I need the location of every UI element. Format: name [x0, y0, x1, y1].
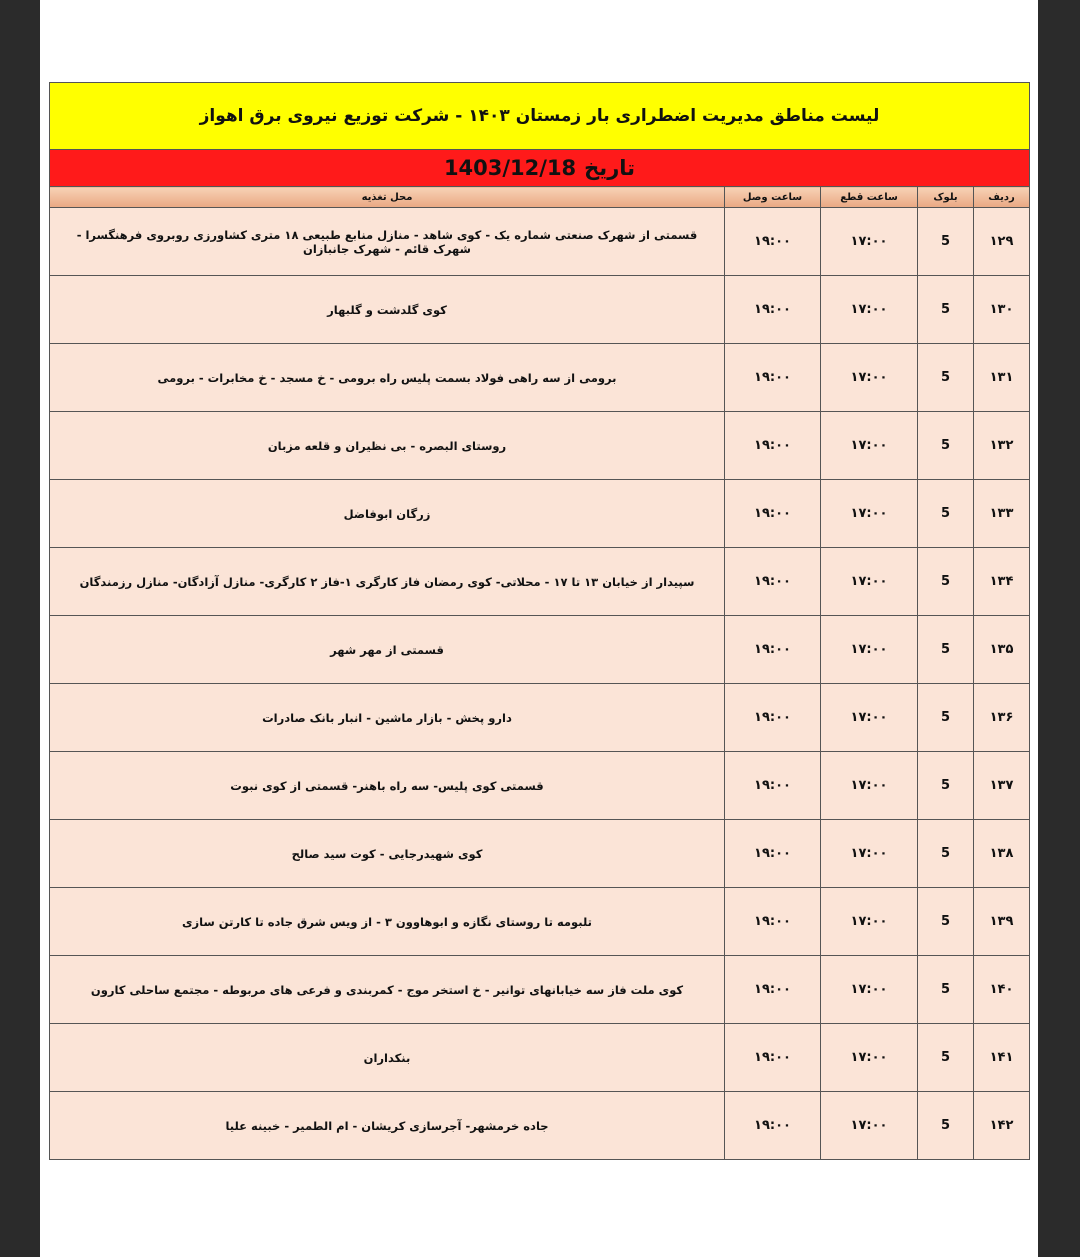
row-cut-time: ۱۷:۰۰: [821, 344, 918, 412]
row-area: برومی از سه راهی فولاد بسمت پلیس راه برومی - خ مسجد - خ مخابرات - برومی: [50, 344, 725, 412]
row-area: تلبومه تا روستای نگازه و ابوهاوون ۳ - از ویس شرق جاده تا کارتن سازی: [50, 888, 725, 956]
table-row: [50, 344, 1030, 412]
table-row: [50, 888, 1030, 956]
row-area: کوی گلدشت و گلبهار: [50, 276, 725, 344]
row-area: قسمتی از مهر شهر: [50, 616, 725, 684]
row-radif: ۱۳۴: [974, 548, 1030, 616]
row-block: 5: [918, 1024, 974, 1092]
row-block: 5: [918, 616, 974, 684]
table-row: [50, 820, 1030, 888]
header-radif: ردیف: [974, 187, 1030, 208]
row-block: 5: [918, 1092, 974, 1160]
row-radif: ۱۲۹: [974, 208, 1030, 276]
row-cut-time: ۱۷:۰۰: [821, 820, 918, 888]
row-radif: ۱۳۲: [974, 412, 1030, 480]
date-banner: [49, 149, 1030, 186]
row-area: زرگان ابوفاضل: [50, 480, 725, 548]
row-block: 5: [918, 480, 974, 548]
row-block: 5: [918, 208, 974, 276]
row-connect-time: ۱۹:۰۰: [725, 1024, 821, 1092]
table-row: [50, 208, 1030, 276]
row-cut-time: ۱۷:۰۰: [821, 412, 918, 480]
row-connect-time: ۱۹:۰۰: [725, 208, 821, 276]
row-radif: ۱۳۵: [974, 616, 1030, 684]
row-connect-time: ۱۹:۰۰: [725, 820, 821, 888]
row-cut-time: ۱۷:۰۰: [821, 548, 918, 616]
row-block: 5: [918, 684, 974, 752]
row-area: دارو پخش - بازار ماشین - انبار بانک صادرات: [50, 684, 725, 752]
row-area: قسمتی کوی پلیس- سه راه باهنر- قسمتی از کوی نبوت: [50, 752, 725, 820]
document-page: [40, 0, 1038, 1257]
row-block: 5: [918, 820, 974, 888]
table-row: [50, 548, 1030, 616]
row-area: سپیدار از خیابان ۱۳ تا ۱۷ - محلاتی- کوی رمضان فاز کارگری ۱-فاز ۲ کارگری- منازل آزادگان- منازل رزمندگان: [50, 548, 725, 616]
row-radif: ۱۳۶: [974, 684, 1030, 752]
row-connect-time: ۱۹:۰۰: [725, 616, 821, 684]
sheet-title: [49, 82, 1030, 149]
row-connect-time: ۱۹:۰۰: [725, 888, 821, 956]
row-block: 5: [918, 276, 974, 344]
row-connect-time: ۱۹:۰۰: [725, 412, 821, 480]
table-row: [50, 956, 1030, 1024]
row-area: کوی ملت فاز سه خیابانهای توانیر - خ استخر موج - کمربندی و فرعی های مربوطه - مجتمع ساحلی کارون: [50, 956, 725, 1024]
row-connect-time: ۱۹:۰۰: [725, 548, 821, 616]
header-connect-time: ساعت وصل: [725, 187, 821, 208]
row-connect-time: ۱۹:۰۰: [725, 684, 821, 752]
row-block: 5: [918, 548, 974, 616]
row-connect-time: ۱۹:۰۰: [725, 956, 821, 1024]
row-radif: ۱۳۰: [974, 276, 1030, 344]
row-block: 5: [918, 956, 974, 1024]
row-cut-time: ۱۷:۰۰: [821, 276, 918, 344]
row-cut-time: ۱۷:۰۰: [821, 616, 918, 684]
row-radif: ۱۳۹: [974, 888, 1030, 956]
header-cut-time: ساعت قطع: [821, 187, 918, 208]
header-area: محل تغذیه: [50, 187, 725, 208]
table-row: [50, 752, 1030, 820]
table-row: [50, 276, 1030, 344]
row-connect-time: ۱۹:۰۰: [725, 480, 821, 548]
table-row: [50, 1024, 1030, 1092]
row-cut-time: ۱۷:۰۰: [821, 956, 918, 1024]
table-row: [50, 480, 1030, 548]
row-radif: ۱۳۱: [974, 344, 1030, 412]
row-cut-time: ۱۷:۰۰: [821, 752, 918, 820]
row-radif: ۱۴۲: [974, 1092, 1030, 1160]
row-area: روستای البصره - بی نظیران و قلعه مزبان: [50, 412, 725, 480]
sheet-title-text: لیست مناطق مدیریت اضطراری بار زمستان ۱۴۰۳ - شرکت توزیع نیروی برق اهواز: [199, 106, 880, 126]
date-label: تاریخ: [584, 156, 636, 180]
row-radif: ۱۴۰: [974, 956, 1030, 1024]
table-row: [50, 412, 1030, 480]
outage-sheet: [49, 82, 1030, 1160]
row-radif: ۱۳۳: [974, 480, 1030, 548]
row-area: کوی شهیدرجایی - کوت سید صالح: [50, 820, 725, 888]
table-row: [50, 684, 1030, 752]
row-area: بنکداران: [50, 1024, 725, 1092]
row-radif: ۱۴۱: [974, 1024, 1030, 1092]
row-radif: ۱۳۷: [974, 752, 1030, 820]
header-block: بلوک: [918, 187, 974, 208]
row-connect-time: ۱۹:۰۰: [725, 752, 821, 820]
row-block: 5: [918, 752, 974, 820]
date-value: 1403/12/18: [443, 156, 577, 180]
row-block: 5: [918, 888, 974, 956]
row-cut-time: ۱۷:۰۰: [821, 208, 918, 276]
row-cut-time: ۱۷:۰۰: [821, 480, 918, 548]
row-area: قسمتی از شهرک صنعتی شماره یک - کوی شاهد - منازل منابع طبیعی ۱۸ متری کشاورزی روبروی فرهنگسرا - شهرک قائم - شهرک جانبازان: [50, 208, 725, 276]
outage-table: [49, 186, 1030, 1160]
row-radif: ۱۳۸: [974, 820, 1030, 888]
row-cut-time: ۱۷:۰۰: [821, 888, 918, 956]
row-connect-time: ۱۹:۰۰: [725, 1092, 821, 1160]
row-block: 5: [918, 412, 974, 480]
table-row: [50, 616, 1030, 684]
row-connect-time: ۱۹:۰۰: [725, 276, 821, 344]
row-cut-time: ۱۷:۰۰: [821, 1092, 918, 1160]
row-block: 5: [918, 344, 974, 412]
row-cut-time: ۱۷:۰۰: [821, 684, 918, 752]
row-cut-time: ۱۷:۰۰: [821, 1024, 918, 1092]
row-area: جاده خرمشهر- آجرسازی کریشان - ام الطمیر - خبینه علیا: [50, 1092, 725, 1160]
row-connect-time: ۱۹:۰۰: [725, 344, 821, 412]
table-header-row: [50, 187, 1030, 208]
table-row: [50, 1092, 1030, 1160]
